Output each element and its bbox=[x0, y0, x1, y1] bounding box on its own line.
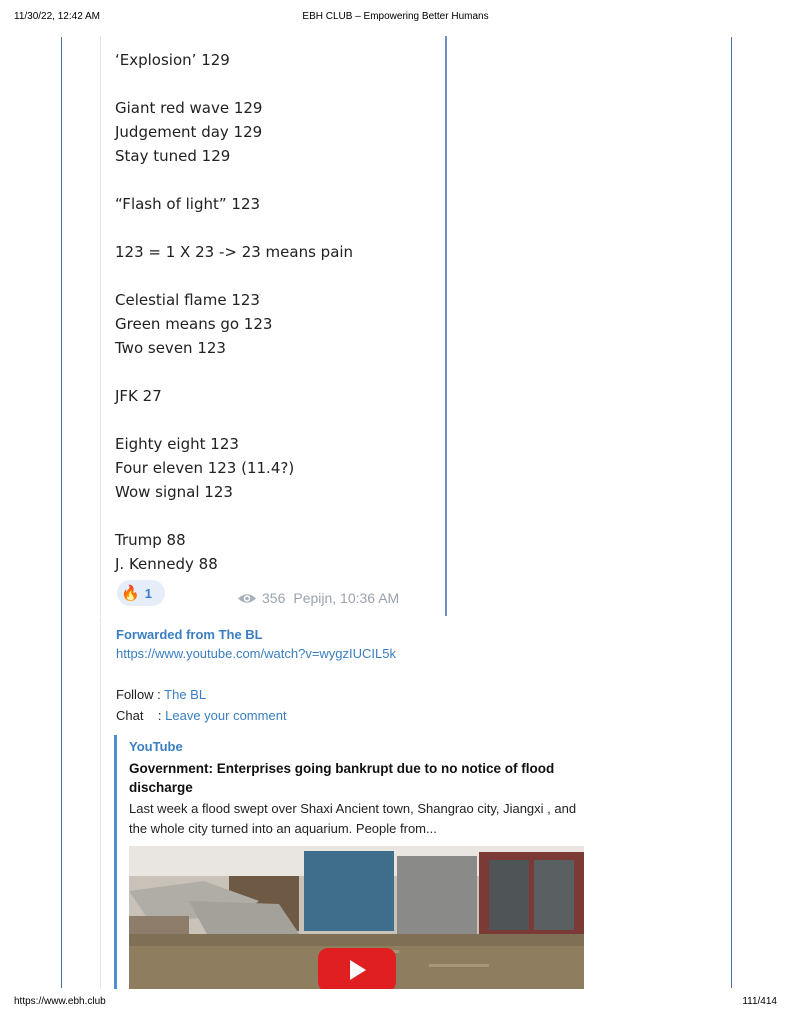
preview-site-name: YouTube bbox=[129, 739, 183, 754]
print-page-number: 111/414 bbox=[742, 996, 777, 1007]
print-page-title: EBH CLUB – Empowering Better Humans bbox=[302, 11, 489, 22]
follow-link[interactable]: The BL bbox=[164, 687, 207, 702]
message-line: Celestial flame 123 bbox=[115, 291, 260, 309]
follow-label: Follow : bbox=[116, 687, 165, 702]
message-line: Giant red wave 129 bbox=[115, 99, 263, 117]
message-line: Stay tuned 129 bbox=[115, 147, 231, 165]
link-preview[interactable] bbox=[114, 735, 585, 989]
message-line: Four eleven 123 (11.4?) bbox=[115, 459, 295, 477]
view-count: 356 bbox=[262, 590, 286, 606]
eye-icon bbox=[237, 592, 257, 605]
message-line: ‘Explosion’ 129 bbox=[115, 51, 230, 69]
message-line: Green means go 123 bbox=[115, 315, 273, 333]
message-line: Judgement day 129 bbox=[115, 123, 263, 141]
follow-line bbox=[116, 687, 206, 702]
message-line: Wow signal 123 bbox=[115, 483, 233, 501]
print-datetime: 11/30/22, 12:42 AM bbox=[14, 11, 100, 22]
print-url: https://www.ebh.club bbox=[14, 996, 106, 1007]
message-post bbox=[100, 36, 447, 616]
youtube-link[interactable]: https://www.youtube.com/watch?v=wygzIUCIL5k bbox=[116, 646, 396, 661]
message-text bbox=[115, 48, 353, 576]
page-rule-left bbox=[61, 37, 62, 988]
page-rule-right bbox=[731, 37, 732, 988]
preview-thumbnail[interactable] bbox=[129, 846, 584, 989]
chat-line bbox=[116, 708, 287, 723]
chat-label: Chat : bbox=[116, 708, 166, 723]
preview-title: Government: Enterprises going bankrupt due to no notice of flood discharge bbox=[129, 761, 555, 795]
forwarded-header[interactable]: Forwarded from The BL bbox=[116, 627, 263, 642]
reaction-chip[interactable] bbox=[117, 580, 165, 606]
message-line: JFK 27 bbox=[115, 387, 162, 405]
message-meta bbox=[237, 590, 399, 606]
chat-link[interactable]: Leave your comment bbox=[165, 708, 287, 723]
message-line: 123 = 1 X 23 -> 23 means pain bbox=[115, 243, 354, 261]
preview-description: Last week a flood swept over Shaxi Ancient town, Shangrao city, Jiangxi , and the whole city turned into an aquarium. People from... bbox=[129, 801, 577, 836]
forwarded-post bbox=[100, 617, 591, 989]
message-line: Trump 88 bbox=[115, 531, 186, 549]
fire-icon: 🔥 bbox=[121, 585, 140, 602]
message-line: Eighty eight 123 bbox=[115, 435, 239, 453]
author-time: Pepijn, 10:36 AM bbox=[293, 590, 400, 606]
message-line: “Flash of light” 123 bbox=[115, 195, 261, 213]
play-icon[interactable] bbox=[318, 948, 396, 989]
message-line: J. Kennedy 88 bbox=[115, 555, 218, 573]
reaction-count: 1 bbox=[144, 585, 152, 601]
message-line: Two seven 123 bbox=[115, 339, 226, 357]
